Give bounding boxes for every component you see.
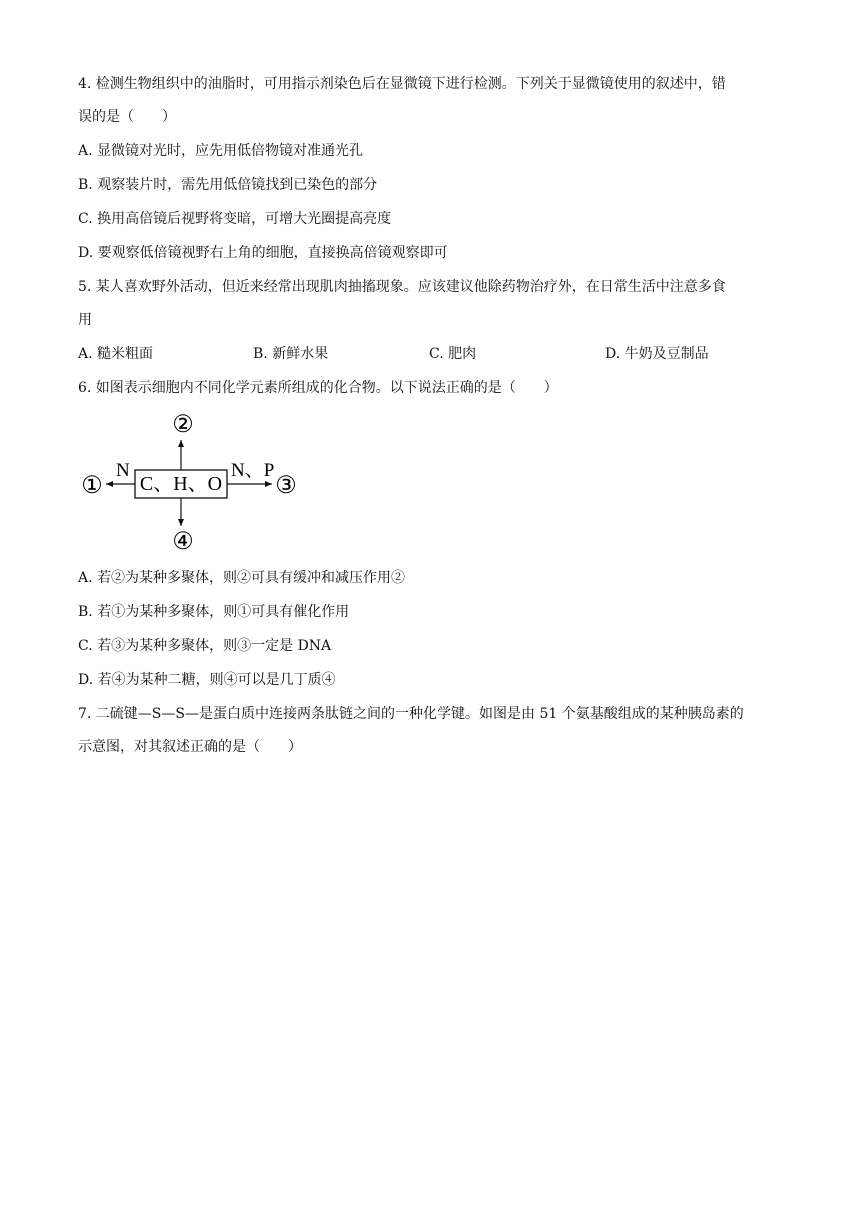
compound-label-2: ② [172,412,194,438]
q5-option-b: B. 新鲜水果 [253,346,329,362]
q5-option-c: C. 肥肉 [429,346,477,362]
q5-stem-line1: 5. 某人喜欢野外活动，但近来经常出现肌肉抽搐现象。应该建议他除药物治疗外，在日常生活中注意多食 [78,279,726,295]
compound-label-4: ④ [172,529,194,555]
q4-option-b: B. 观察装片时，需先用低倍镜找到已染色的部分 [78,177,378,193]
q4-stem-line2: 误的是（ ） [78,109,176,125]
element-compound-diagram [76,406,316,556]
right-element-label: N、P [231,460,275,481]
q4-option-c: C. 换用高倍镜后视野将变暗，可增大光圈提高亮度 [78,211,392,227]
q7-stem-line2: 示意图，对其叙述正确的是（ ） [78,739,302,755]
q5-option-d: D. 牛奶及豆制品 [605,346,709,362]
q4-option-a: A. 显微镜对光时，应先用低倍物镜对准通光孔 [78,143,364,159]
q6-option-b: B. 若①为某种多聚体，则①可具有催化作用 [78,604,350,620]
q6-option-d: D. 若④为某种二糖，则④可以是几丁质④ [78,672,336,688]
q5-option-a: A. 糙米粗面 [78,346,154,362]
left-element-label: N [116,460,130,481]
q4-option-d: D. 要观察低倍镜视野右上角的细胞，直接换高倍镜观察即可 [78,245,448,261]
q4-stem-line1: 4. 检测生物组织中的油脂时，可用指示剂染色后在显微镜下进行检测。下列关于显微镜使用的叙述中，错 [78,76,726,92]
q5-stem-line2: 用 [78,312,92,328]
compound-label-3: ③ [275,473,297,499]
q6-option-c: C. 若③为某种多聚体，则③一定是 DNA [78,638,332,654]
q6-option-a: A. 若②为某种多聚体，则②可具有缓冲和减压作用② [78,570,406,586]
center-elements: C、H、O [139,473,223,495]
compound-label-1: ① [81,473,103,499]
q6-stem: 6. 如图表示细胞内不同化学元素所组成的化合物。以下说法正确的是（ ） [78,380,558,396]
q7-stem-line1: 7. 二硫键—S—S—是蛋白质中连接两条肽链之间的一种化学键。如图是由 51 个氨基酸组成的某种胰岛素的 [78,706,744,722]
